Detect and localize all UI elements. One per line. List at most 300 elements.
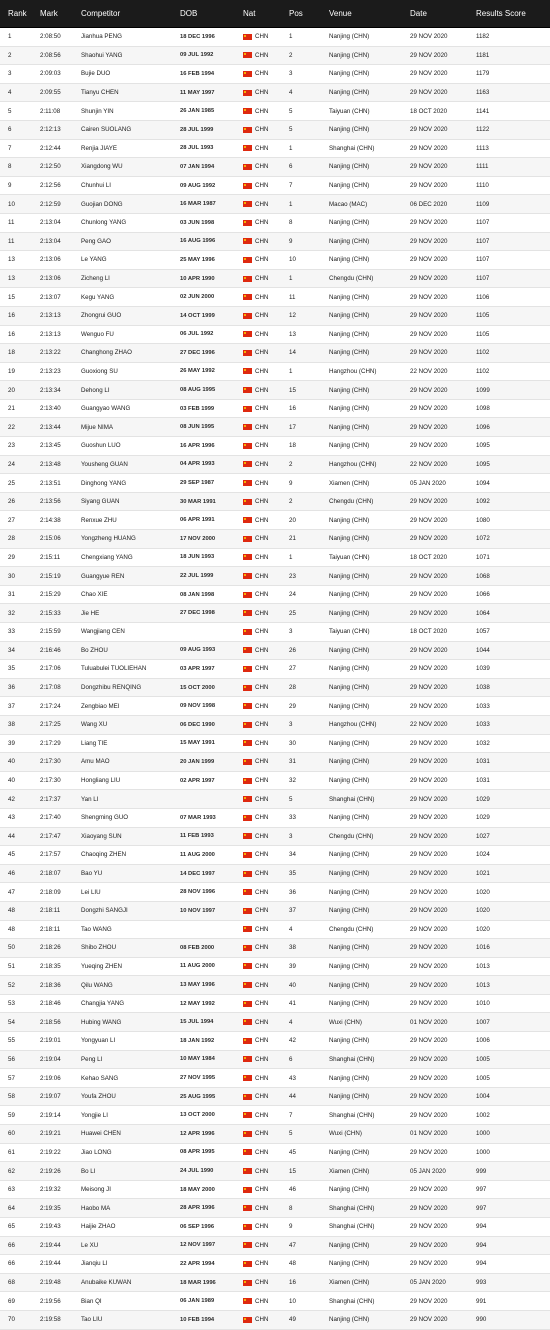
results-score-cell: 1024 (476, 851, 490, 859)
nationality-cell (243, 442, 289, 449)
competitor-link[interactable]: Zhongrui GUO (81, 312, 122, 320)
date-cell: 29 NOV 2020 (410, 981, 448, 989)
mark-cell: 2:19:04 (40, 1055, 61, 1063)
competitor-link[interactable]: Dongzhibu RENQING (81, 684, 142, 692)
rank-cell: 31 (8, 591, 15, 599)
nationality-cell (243, 1260, 289, 1267)
china-flag-icon (243, 480, 252, 486)
results-score-cell: 1072 (476, 535, 490, 543)
competitor-link[interactable]: Yongzheng HUANG (81, 535, 136, 543)
header-pos[interactable]: Pos (289, 9, 303, 18)
competitor-link[interactable]: Youfa ZHOU (81, 1093, 116, 1101)
venue-cell: Nanjing (CHN) (329, 1186, 370, 1194)
competitor-link[interactable]: Wenguo FU (81, 330, 114, 338)
competitor-link[interactable]: Hubing WANG (81, 1018, 122, 1026)
header-rank[interactable]: Rank (8, 9, 27, 18)
venue-cell: Nanjing (CHN) (329, 572, 370, 580)
header-mark[interactable]: Mark (40, 9, 58, 18)
results-score-cell: 1027 (476, 832, 490, 840)
position-cell: 9 (289, 1223, 293, 1231)
competitor-link[interactable]: Tao LIU (81, 1316, 103, 1324)
position-cell: 14 (289, 349, 296, 357)
results-score-cell: 1005 (476, 1055, 490, 1063)
position-cell: 7 (289, 1111, 293, 1119)
nationality-code: CHN (255, 479, 269, 487)
china-flag-icon (243, 1001, 252, 1007)
results-score-cell: 1122 (476, 126, 490, 134)
competitor-link[interactable]: Hongliang LIU (81, 777, 121, 785)
nationality-code: CHN (255, 386, 269, 394)
date-cell: 29 NOV 2020 (410, 1074, 448, 1082)
competitor-link[interactable]: Tianyu CHEN (81, 89, 119, 97)
competitor-link[interactable]: Anubaike KUWAN (81, 1279, 132, 1287)
position-cell: 1 (289, 275, 293, 283)
competitor-link[interactable]: Chunlong YANG (81, 219, 127, 227)
competitor-link[interactable]: Kegu YANG (81, 293, 115, 301)
table-row (0, 1255, 550, 1274)
venue-cell: Nanjing (CHN) (329, 1260, 370, 1268)
venue-cell: Nanjing (CHN) (329, 516, 370, 524)
table-row (0, 65, 550, 84)
dob-cell: 08 FEB 2000 (180, 944, 215, 951)
competitor-link[interactable]: Dehong LI (81, 386, 110, 394)
competitor-link[interactable]: Peng GAO (81, 237, 111, 245)
mark-cell: 2:15:06 (40, 535, 61, 543)
table-row (0, 251, 550, 270)
results-score-cell: 1031 (476, 758, 490, 766)
competitor-link[interactable]: Mijue NIMA (81, 423, 113, 431)
position-cell: 28 (289, 684, 296, 692)
nationality-code: CHN (255, 144, 269, 152)
competitor-link[interactable]: Bo LI (81, 1167, 96, 1175)
rank-cell: 44 (8, 832, 15, 840)
competitor-link[interactable]: Wangjiang CEN (81, 628, 125, 636)
nationality-code: CHN (255, 330, 269, 338)
nationality-cell (243, 610, 289, 617)
table-row (0, 1069, 550, 1088)
rank-cell: 40 (8, 758, 15, 766)
date-cell: 29 NOV 2020 (410, 1241, 448, 1249)
china-flag-icon (243, 145, 252, 151)
competitor-link[interactable]: Changjia YANG (81, 1000, 125, 1008)
rank-cell: 46 (8, 870, 15, 878)
table-row (0, 902, 550, 921)
nationality-code: CHN (255, 182, 269, 190)
position-cell: 2 (289, 51, 293, 59)
dob-cell: 24 JUL 1990 (180, 1168, 214, 1175)
competitor-link[interactable]: Changhong ZHAO (81, 349, 132, 357)
china-flag-icon (243, 201, 252, 207)
competitor-link[interactable]: Xiangdong WU (81, 163, 123, 171)
competitor-link[interactable]: Yousheng GUAN (81, 460, 128, 468)
mark-cell: 2:13:06 (40, 275, 61, 283)
china-flag-icon (243, 220, 252, 226)
mark-cell: 2:15:19 (40, 572, 61, 580)
competitor-link[interactable]: Lei LIU (81, 888, 101, 896)
nationality-code: CHN (255, 832, 269, 840)
competitor-link[interactable]: Cairen SUOLANG (81, 126, 132, 134)
header-date[interactable]: Date (410, 9, 427, 18)
mark-cell: 2:19:06 (40, 1074, 61, 1082)
mark-cell: 2:13:13 (40, 330, 61, 338)
results-score-cell: 1107 (476, 256, 490, 264)
dob-cell: 18 JAN 1992 (180, 1037, 215, 1044)
dob-cell: 11 AUG 2000 (180, 851, 215, 858)
mark-cell: 2:18:09 (40, 888, 61, 896)
china-flag-icon (243, 554, 252, 560)
venue-cell: Nanjing (CHN) (329, 1093, 370, 1101)
position-cell: 1 (289, 367, 293, 375)
results-score-cell: 1071 (476, 553, 490, 561)
table-row (0, 140, 550, 159)
competitor-link[interactable]: Amu MAO (81, 758, 110, 766)
date-cell: 29 NOV 2020 (410, 1223, 448, 1231)
table-row (0, 549, 550, 568)
nationality-cell (243, 33, 289, 40)
competitor-link[interactable]: Yongjie LI (81, 1111, 108, 1119)
results-score-cell: 1095 (476, 460, 490, 468)
venue-cell: Macao (MAC) (329, 200, 368, 208)
venue-cell: Nanjing (CHN) (329, 237, 370, 245)
dob-cell: 15 OCT 2000 (180, 684, 215, 691)
table-row (0, 604, 550, 623)
competitor-link[interactable]: Bian QI (81, 1297, 102, 1305)
venue-cell: Nanjing (CHN) (329, 386, 370, 394)
results-score-cell: 1021 (476, 870, 490, 878)
results-score-cell: 1013 (476, 962, 490, 970)
competitor-link[interactable]: Yan LI (81, 795, 99, 803)
venue-cell: Nanjing (CHN) (329, 349, 370, 357)
mark-cell: 2:19:14 (40, 1111, 61, 1119)
competitor-link[interactable]: Jiao LONG (81, 1148, 112, 1156)
competitor-link[interactable]: Bo ZHOU (81, 646, 108, 654)
mark-cell: 2:09:03 (40, 70, 61, 78)
competitor-link[interactable]: Meisong JI (81, 1186, 111, 1194)
competitor-link[interactable]: Tao WANG (81, 925, 112, 933)
mark-cell: 2:19:07 (40, 1093, 61, 1101)
nationality-cell (243, 573, 289, 580)
nationality-code: CHN (255, 1111, 269, 1119)
venue-cell: Hangzhou (CHN) (329, 367, 377, 375)
position-cell: 18 (289, 442, 296, 450)
position-cell: 4 (289, 1018, 293, 1026)
nationality-cell (243, 312, 289, 319)
nationality-code: CHN (255, 293, 269, 301)
nationality-code: CHN (255, 1130, 269, 1138)
date-cell: 01 NOV 2020 (410, 1018, 448, 1026)
results-score-cell: 1105 (476, 330, 490, 338)
competitor-link[interactable]: Siyang GUAN (81, 498, 120, 506)
competitor-link[interactable]: Jianqiu LI (81, 1260, 108, 1268)
results-score-cell: 1102 (476, 349, 490, 357)
nationality-cell (243, 331, 289, 338)
china-flag-icon (243, 1038, 252, 1044)
competitor-link[interactable]: Yueqing ZHEN (81, 962, 122, 970)
date-cell: 29 NOV 2020 (410, 1148, 448, 1156)
competitor-link[interactable]: Renxue ZHU (81, 516, 117, 524)
dob-cell: 17 NOV 2000 (180, 535, 216, 542)
date-cell: 22 NOV 2020 (410, 367, 448, 375)
position-cell: 47 (289, 1241, 296, 1249)
dob-cell: 03 FEB 1999 (180, 405, 215, 412)
position-cell: 1 (289, 553, 293, 561)
rank-cell: 53 (8, 1000, 15, 1008)
nationality-cell (243, 1316, 289, 1323)
competitor-link[interactable]: Peng LI (81, 1055, 103, 1063)
competitor-link[interactable]: Chengxiang YANG (81, 553, 133, 561)
competitor-link[interactable]: Guangyue REN (81, 572, 125, 580)
table-row (0, 121, 550, 140)
rank-cell: 51 (8, 962, 15, 970)
nationality-cell (243, 368, 289, 375)
competitor-link[interactable]: Haijie ZHAO (81, 1223, 116, 1231)
header-results-score[interactable]: Results Score (476, 9, 526, 18)
competitor-link[interactable]: Tuluabulei TUOLIEHAN (81, 665, 147, 673)
china-flag-icon (243, 350, 252, 356)
venue-cell: Nanjing (CHN) (329, 126, 370, 134)
nationality-cell (243, 740, 289, 747)
mark-cell: 2:15:11 (40, 553, 61, 561)
dob-cell: 26 JAN 1985 (180, 108, 215, 115)
nationality-cell (243, 684, 289, 691)
venue-cell: Nanjing (CHN) (329, 1316, 370, 1324)
table-row (0, 921, 550, 940)
competitor-link[interactable]: Guoshun LUO (81, 442, 121, 450)
position-cell: 29 (289, 702, 296, 710)
position-cell: 36 (289, 888, 296, 896)
table-row (0, 1106, 550, 1125)
date-cell: 29 NOV 2020 (410, 777, 448, 785)
table-row (0, 1311, 550, 1330)
nationality-cell (243, 907, 289, 914)
position-cell: 9 (289, 237, 293, 245)
mark-cell: 2:19:56 (40, 1297, 61, 1305)
results-score-cell: 1033 (476, 702, 490, 710)
competitor-link[interactable]: Shibo ZHOU (81, 944, 117, 952)
nationality-code: CHN (255, 1093, 269, 1101)
china-flag-icon (243, 833, 252, 839)
nationality-code: CHN (255, 851, 269, 859)
table-row (0, 939, 550, 958)
nationality-code: CHN (255, 609, 269, 617)
date-cell: 29 NOV 2020 (410, 795, 448, 803)
competitor-link[interactable]: Qilu WANG (81, 981, 113, 989)
mark-cell: 2:19:01 (40, 1037, 61, 1045)
mark-cell: 2:16:46 (40, 646, 61, 654)
results-score-cell: 1110 (476, 182, 489, 190)
dob-cell: 12 NOV 1997 (180, 1242, 216, 1249)
rank-cell: 66 (8, 1260, 15, 1268)
table-row (0, 47, 550, 66)
rank-cell: 25 (8, 479, 15, 487)
date-cell: 29 NOV 2020 (410, 293, 448, 301)
table-row (0, 84, 550, 103)
nationality-cell (243, 1223, 289, 1230)
competitor-link[interactable]: Guojian DONG (81, 200, 123, 208)
rank-cell: 61 (8, 1148, 15, 1156)
venue-cell: Nanjing (CHN) (329, 442, 370, 450)
nationality-cell (243, 163, 289, 170)
nationality-cell (243, 294, 289, 301)
dob-cell: 18 MAY 2000 (180, 1186, 215, 1193)
competitor-link[interactable]: Guangyao WANG (81, 405, 131, 413)
rank-cell: 42 (8, 795, 15, 803)
rank-cell: 63 (8, 1186, 15, 1194)
nationality-cell (243, 554, 289, 561)
nationality-code: CHN (255, 275, 269, 283)
competitor-link[interactable]: Jie HE (81, 609, 100, 617)
china-flag-icon (243, 1261, 252, 1267)
table-row (0, 772, 550, 791)
dob-cell: 07 JAN 1994 (180, 163, 215, 170)
rank-cell: 69 (8, 1297, 15, 1305)
nationality-cell (243, 703, 289, 710)
nationality-code: CHN (255, 1167, 269, 1175)
nationality-cell (243, 1093, 289, 1100)
competitor-link[interactable]: Guoxiong SU (81, 367, 118, 375)
nationality-cell (243, 889, 289, 896)
nationality-cell (243, 1205, 289, 1212)
dob-cell: 18 DEC 1996 (180, 33, 215, 40)
china-flag-icon (243, 294, 252, 300)
rank-cell: 39 (8, 739, 15, 747)
nationality-cell (243, 926, 289, 933)
date-cell: 29 NOV 2020 (410, 888, 448, 896)
competitor-link[interactable]: Dongzhi SANGJI (81, 907, 128, 915)
date-cell: 29 NOV 2020 (410, 256, 448, 264)
china-flag-icon (243, 127, 252, 133)
china-flag-icon (243, 517, 252, 523)
rank-cell: 16 (8, 330, 15, 338)
venue-cell: Chengdu (CHN) (329, 925, 374, 933)
venue-cell: Nanjing (CHN) (329, 851, 370, 859)
results-score-cell: 1111 (476, 163, 489, 171)
competitor-link[interactable]: Huawei CHEN (81, 1130, 121, 1138)
nationality-cell (243, 1112, 289, 1119)
competitor-link[interactable]: Chaoqing ZHEN (81, 851, 127, 859)
rank-cell: 11 (8, 237, 15, 245)
results-score-cell: 1004 (476, 1093, 490, 1101)
position-cell: 43 (289, 1074, 296, 1082)
nationality-cell (243, 982, 289, 989)
mark-cell: 2:12:44 (40, 144, 61, 152)
rank-cell: 13 (8, 275, 15, 283)
position-cell: 39 (289, 962, 296, 970)
competitor-link[interactable]: Dinghong YANG (81, 479, 127, 487)
competitor-link[interactable]: Jianhua PENG (81, 33, 122, 41)
header-venue[interactable]: Venue (329, 9, 352, 18)
header-competitor[interactable]: Competitor (81, 9, 121, 18)
date-cell: 29 NOV 2020 (410, 51, 448, 59)
rank-cell: 66 (8, 1241, 15, 1249)
results-score-cell: 1179 (476, 70, 490, 78)
results-score-cell: 1013 (476, 981, 490, 989)
nationality-cell (243, 1186, 289, 1193)
mark-cell: 2:13:06 (40, 256, 61, 264)
venue-cell: Shanghai (CHN) (329, 1297, 375, 1305)
nationality-code: CHN (255, 795, 269, 803)
competitor-link[interactable]: Shengming GUO (81, 814, 129, 822)
china-flag-icon (243, 1205, 252, 1211)
competitor-link[interactable]: Bujie DUO (81, 70, 111, 78)
competitor-link[interactable]: Le YANG (81, 256, 107, 264)
mark-cell: 2:18:07 (40, 870, 61, 878)
rank-cell: 47 (8, 888, 15, 896)
nationality-code: CHN (255, 1037, 269, 1045)
competitor-link[interactable]: Wang XU (81, 721, 108, 729)
nationality-code: CHN (255, 107, 269, 115)
table-row (0, 307, 550, 326)
nationality-code: CHN (255, 256, 269, 264)
competitor-link[interactable]: Shaohui YANG (81, 51, 123, 59)
mark-cell: 2:13:07 (40, 293, 61, 301)
competitor-link[interactable]: Kehao SANG (81, 1074, 119, 1082)
china-flag-icon (243, 1280, 252, 1286)
position-cell: 37 (289, 907, 296, 915)
results-score-cell: 1163 (476, 89, 490, 97)
mark-cell: 2:18:36 (40, 981, 61, 989)
table-row (0, 995, 550, 1014)
nationality-cell (243, 1037, 289, 1044)
competitor-link[interactable]: Chunhui LI (81, 182, 111, 190)
date-cell: 29 NOV 2020 (410, 814, 448, 822)
nationality-code: CHN (255, 312, 269, 320)
competitor-link[interactable]: Xiaoyang SUN (81, 832, 122, 840)
date-cell: 29 NOV 2020 (410, 572, 448, 580)
competitor-link[interactable]: Shunjin YIN (81, 107, 114, 115)
position-cell: 48 (289, 1260, 296, 1268)
competitor-link[interactable]: Zengbiao MEI (81, 702, 120, 710)
venue-cell: Nanjing (CHN) (329, 758, 370, 766)
competitor-link[interactable]: Liang TIE (81, 739, 108, 747)
competitor-link[interactable]: Bao YU (81, 870, 103, 878)
date-cell: 29 NOV 2020 (410, 330, 448, 338)
mark-cell: 2:17:25 (40, 721, 61, 729)
venue-cell: Nanjing (CHN) (329, 591, 370, 599)
date-cell: 29 NOV 2020 (410, 219, 448, 227)
china-flag-icon (243, 257, 252, 263)
date-cell: 29 NOV 2020 (410, 739, 448, 747)
competitor-link[interactable]: Haobo MA (81, 1204, 111, 1212)
china-flag-icon (243, 740, 252, 746)
china-flag-icon (243, 1056, 252, 1062)
nationality-code: CHN (255, 814, 269, 822)
competitor-link[interactable]: Le XU (81, 1241, 99, 1249)
dob-cell: 12 MAY 1992 (180, 1000, 215, 1007)
mark-cell: 2:13:40 (40, 405, 61, 413)
venue-cell: Chengdu (CHN) (329, 498, 374, 506)
dob-cell: 14 DEC 1997 (180, 870, 215, 877)
header-nat[interactable]: Nat (243, 9, 256, 18)
position-cell: 2 (289, 498, 293, 506)
table-row (0, 660, 550, 679)
competitor-link[interactable]: Renjia JIAYE (81, 144, 117, 152)
position-cell: 21 (289, 535, 296, 543)
nationality-code: CHN (255, 126, 269, 134)
rank-cell: 60 (8, 1130, 15, 1138)
competitor-link[interactable]: Yongyuan LI (81, 1037, 116, 1045)
competitor-link[interactable]: Chao XIE (81, 591, 108, 599)
table-row (0, 195, 550, 214)
mark-cell: 2:19:44 (40, 1260, 61, 1268)
results-score-cell: 1099 (476, 386, 490, 394)
nationality-cell (243, 498, 289, 505)
nationality-cell (243, 219, 289, 226)
competitor-link[interactable]: Zicheng LI (81, 275, 110, 283)
date-cell: 29 NOV 2020 (410, 423, 448, 431)
position-cell: 30 (289, 739, 296, 747)
header-dob[interactable]: DOB (180, 9, 198, 18)
